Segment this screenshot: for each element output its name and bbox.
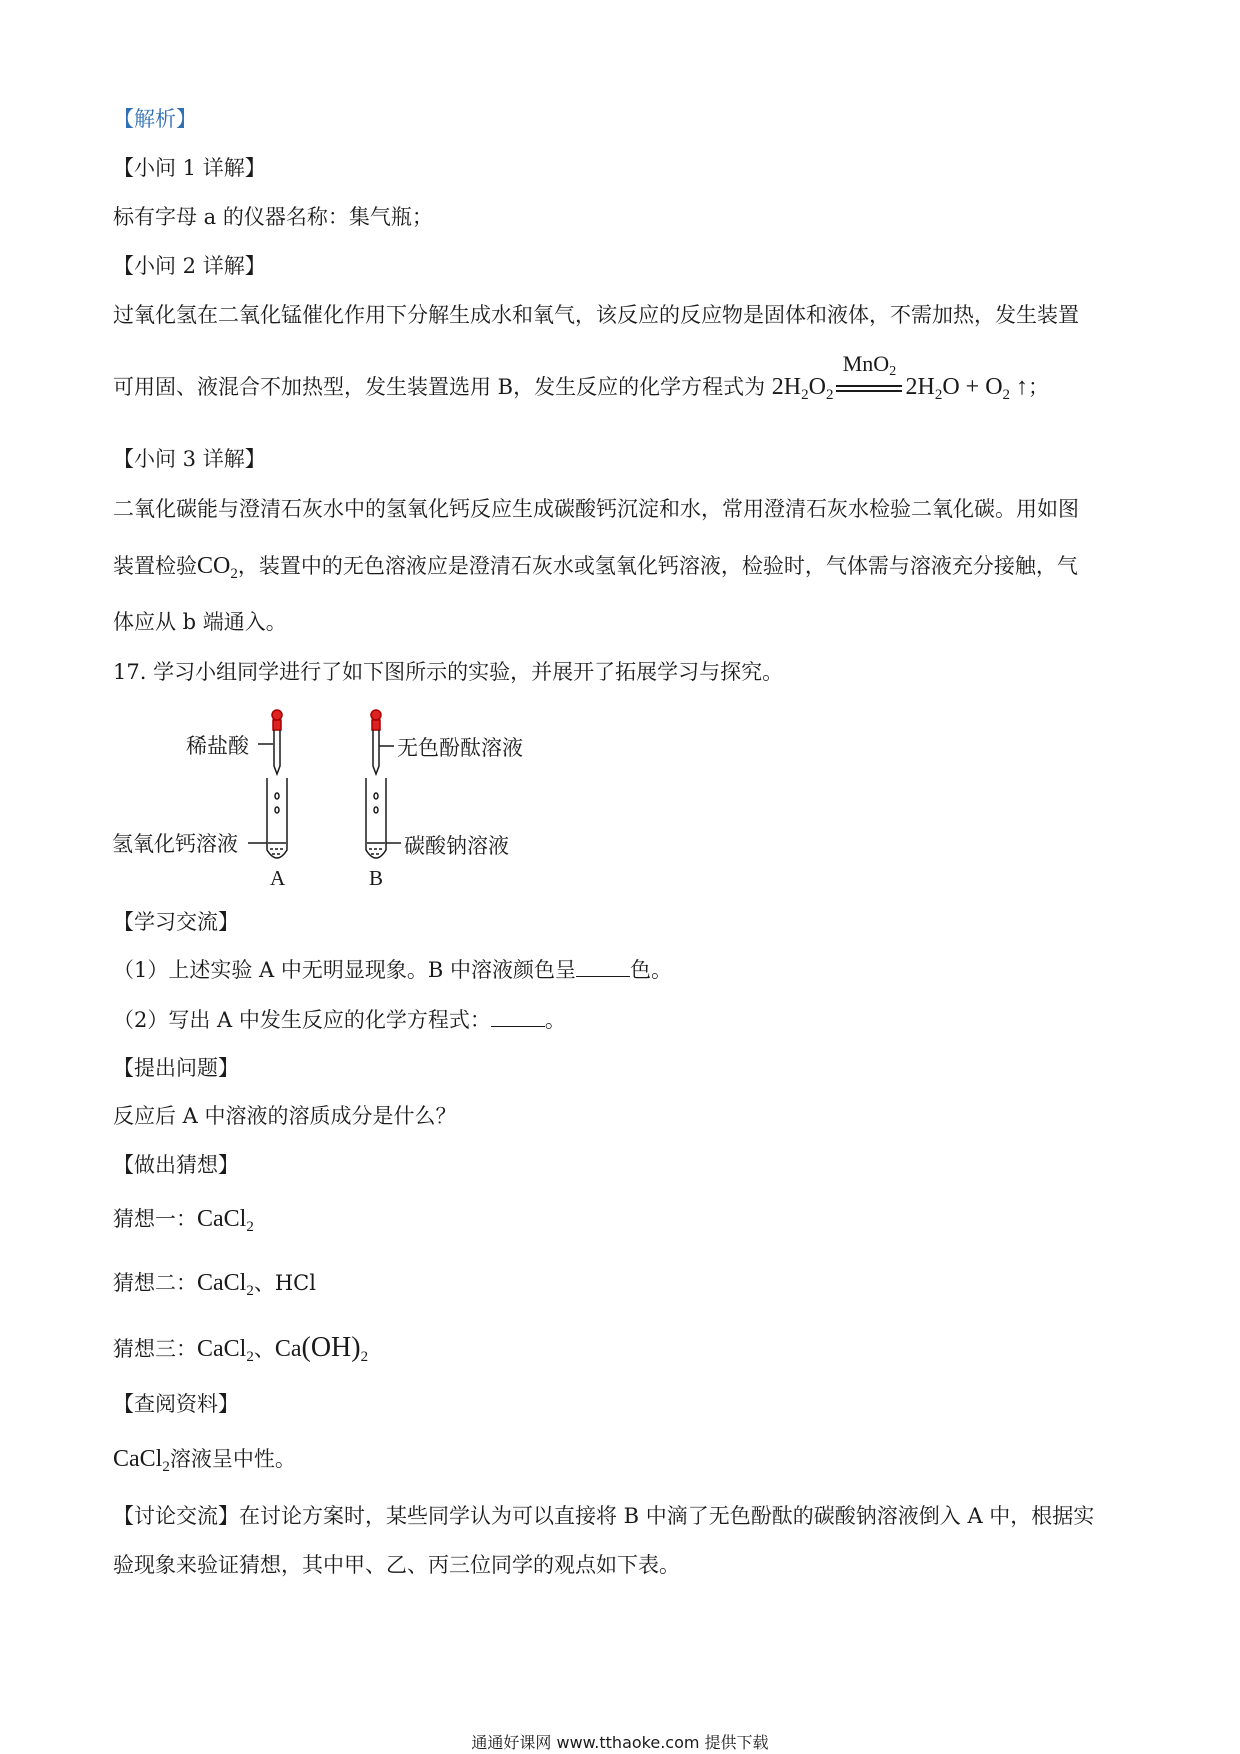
q2-line2: 可用固、液混合不加热型，发生装置选用 B，发生反应的化学方程式为 $2H_2O_2$ MnO$_2$ $2H_2O + O_2$ ↑； bbox=[113, 350, 1050, 403]
analysis-heading: 【解析】 bbox=[113, 107, 197, 131]
catalyst-label: MnO$_2$ bbox=[842, 350, 897, 379]
guess-heading: 【做出猜想】 bbox=[113, 1153, 239, 1177]
sub-question-2: （2）写出 A 中发生反应的化学方程式： 。 bbox=[113, 1008, 566, 1032]
exchange-heading: 【学习交流】 bbox=[113, 910, 239, 934]
experiment-figure bbox=[110, 700, 550, 890]
discussion-heading: 【讨论交流】 bbox=[113, 1504, 239, 1528]
label-tube-a: A bbox=[270, 866, 286, 890]
equation-reactant: $2H_2O_2$ bbox=[771, 374, 834, 403]
label-sodium-carbonate: 碳酸钠溶液 bbox=[404, 834, 509, 858]
label-tube-b: B bbox=[369, 866, 384, 890]
question-heading: 【提出问题】 bbox=[113, 1056, 239, 1080]
label-phenolphthalein: 无色酚酞溶液 bbox=[397, 736, 523, 760]
q2-line1: 过氧化氢在二氧化锰催化作用下分解生成水和氧气，该反应的反应物是固体和液体，不需加热，发生装置 bbox=[113, 303, 1079, 327]
reference-heading: 【查阅资料】 bbox=[113, 1392, 239, 1416]
discussion-line1: 【讨论交流】在讨论方案时，某些同学认为可以直接将 B 中滴了无色酚酞的碳酸钠溶液倒入 A 中，根据实 bbox=[113, 1504, 1095, 1528]
q3-line2: 装置检验$CO_2$，装置中的无色溶液应是澄清石灰水或氢氧化钙溶液，检验时，气体需与溶液充分接触，气 bbox=[113, 553, 1078, 582]
test-tubes-diagram bbox=[110, 700, 550, 890]
q3-heading: 【小问 3 详解】 bbox=[113, 447, 266, 471]
reference-text: CaCl$_2$溶液呈中性。 bbox=[113, 1446, 296, 1475]
q3-line3: 体应从 b 端通入。 bbox=[113, 610, 287, 634]
q2-heading: 【小问 2 详解】 bbox=[113, 254, 266, 278]
dropper-b-icon bbox=[371, 710, 381, 774]
q17-stem: 17. 学习小组同学进行了如下图所示的实验，并展开了拓展学习与探究。 bbox=[113, 660, 784, 684]
q1-heading: 【小问 1 详解】 bbox=[113, 156, 266, 180]
answer-blank-1[interactable] bbox=[576, 958, 630, 977]
guess-3: 猜想三：CaCl$_2$、$Ca(OH)_2$ bbox=[113, 1332, 369, 1365]
discussion-line2: 验现象来验证猜想，其中甲、乙、丙三位同学的观点如下表。 bbox=[113, 1553, 680, 1577]
co2-formula: $CO_2$ bbox=[197, 553, 238, 582]
question-text: 反应后 A 中溶液的溶质成分是什么？ bbox=[113, 1104, 457, 1128]
test-tube-b-icon bbox=[366, 778, 386, 858]
dropper-a-icon bbox=[272, 710, 282, 774]
gas-arrow-icon: ↑ bbox=[1010, 374, 1029, 400]
equation-sign bbox=[836, 350, 902, 393]
equation-products: $2H_2O + O_2$ ↑ bbox=[905, 374, 1029, 403]
sub-question-1: （1）上述实验 A 中无明显现象。B 中溶液颜色呈 色。 bbox=[113, 958, 672, 982]
guess-2: 猜想二：CaCl$_2$、HCl bbox=[113, 1270, 316, 1299]
q1-text: 标有字母 a 的仪器名称：集气瓶； bbox=[113, 205, 433, 229]
guess-1: 猜想一：CaCl$_2$ bbox=[113, 1206, 254, 1235]
q2-line2-prefix: 可用固、液混合不加热型，发生装置选用 B，发生反应的化学方程式为 bbox=[113, 375, 772, 399]
label-hcl: 稀盐酸 bbox=[186, 734, 249, 758]
q3-line1: 二氧化碳能与澄清石灰水中的氢氧化钙反应生成碳酸钙沉淀和水，常用澄清石灰水检验二氧化碳。用如图 bbox=[113, 497, 1079, 521]
page-footer: 通通好课网 www.tthaoke.com 提供下载 bbox=[471, 1733, 769, 1752]
label-calcium-hydroxide: 氢氧化钙溶液 bbox=[112, 832, 238, 856]
test-tube-a-icon bbox=[267, 778, 287, 858]
answer-blank-2[interactable] bbox=[491, 1008, 545, 1027]
